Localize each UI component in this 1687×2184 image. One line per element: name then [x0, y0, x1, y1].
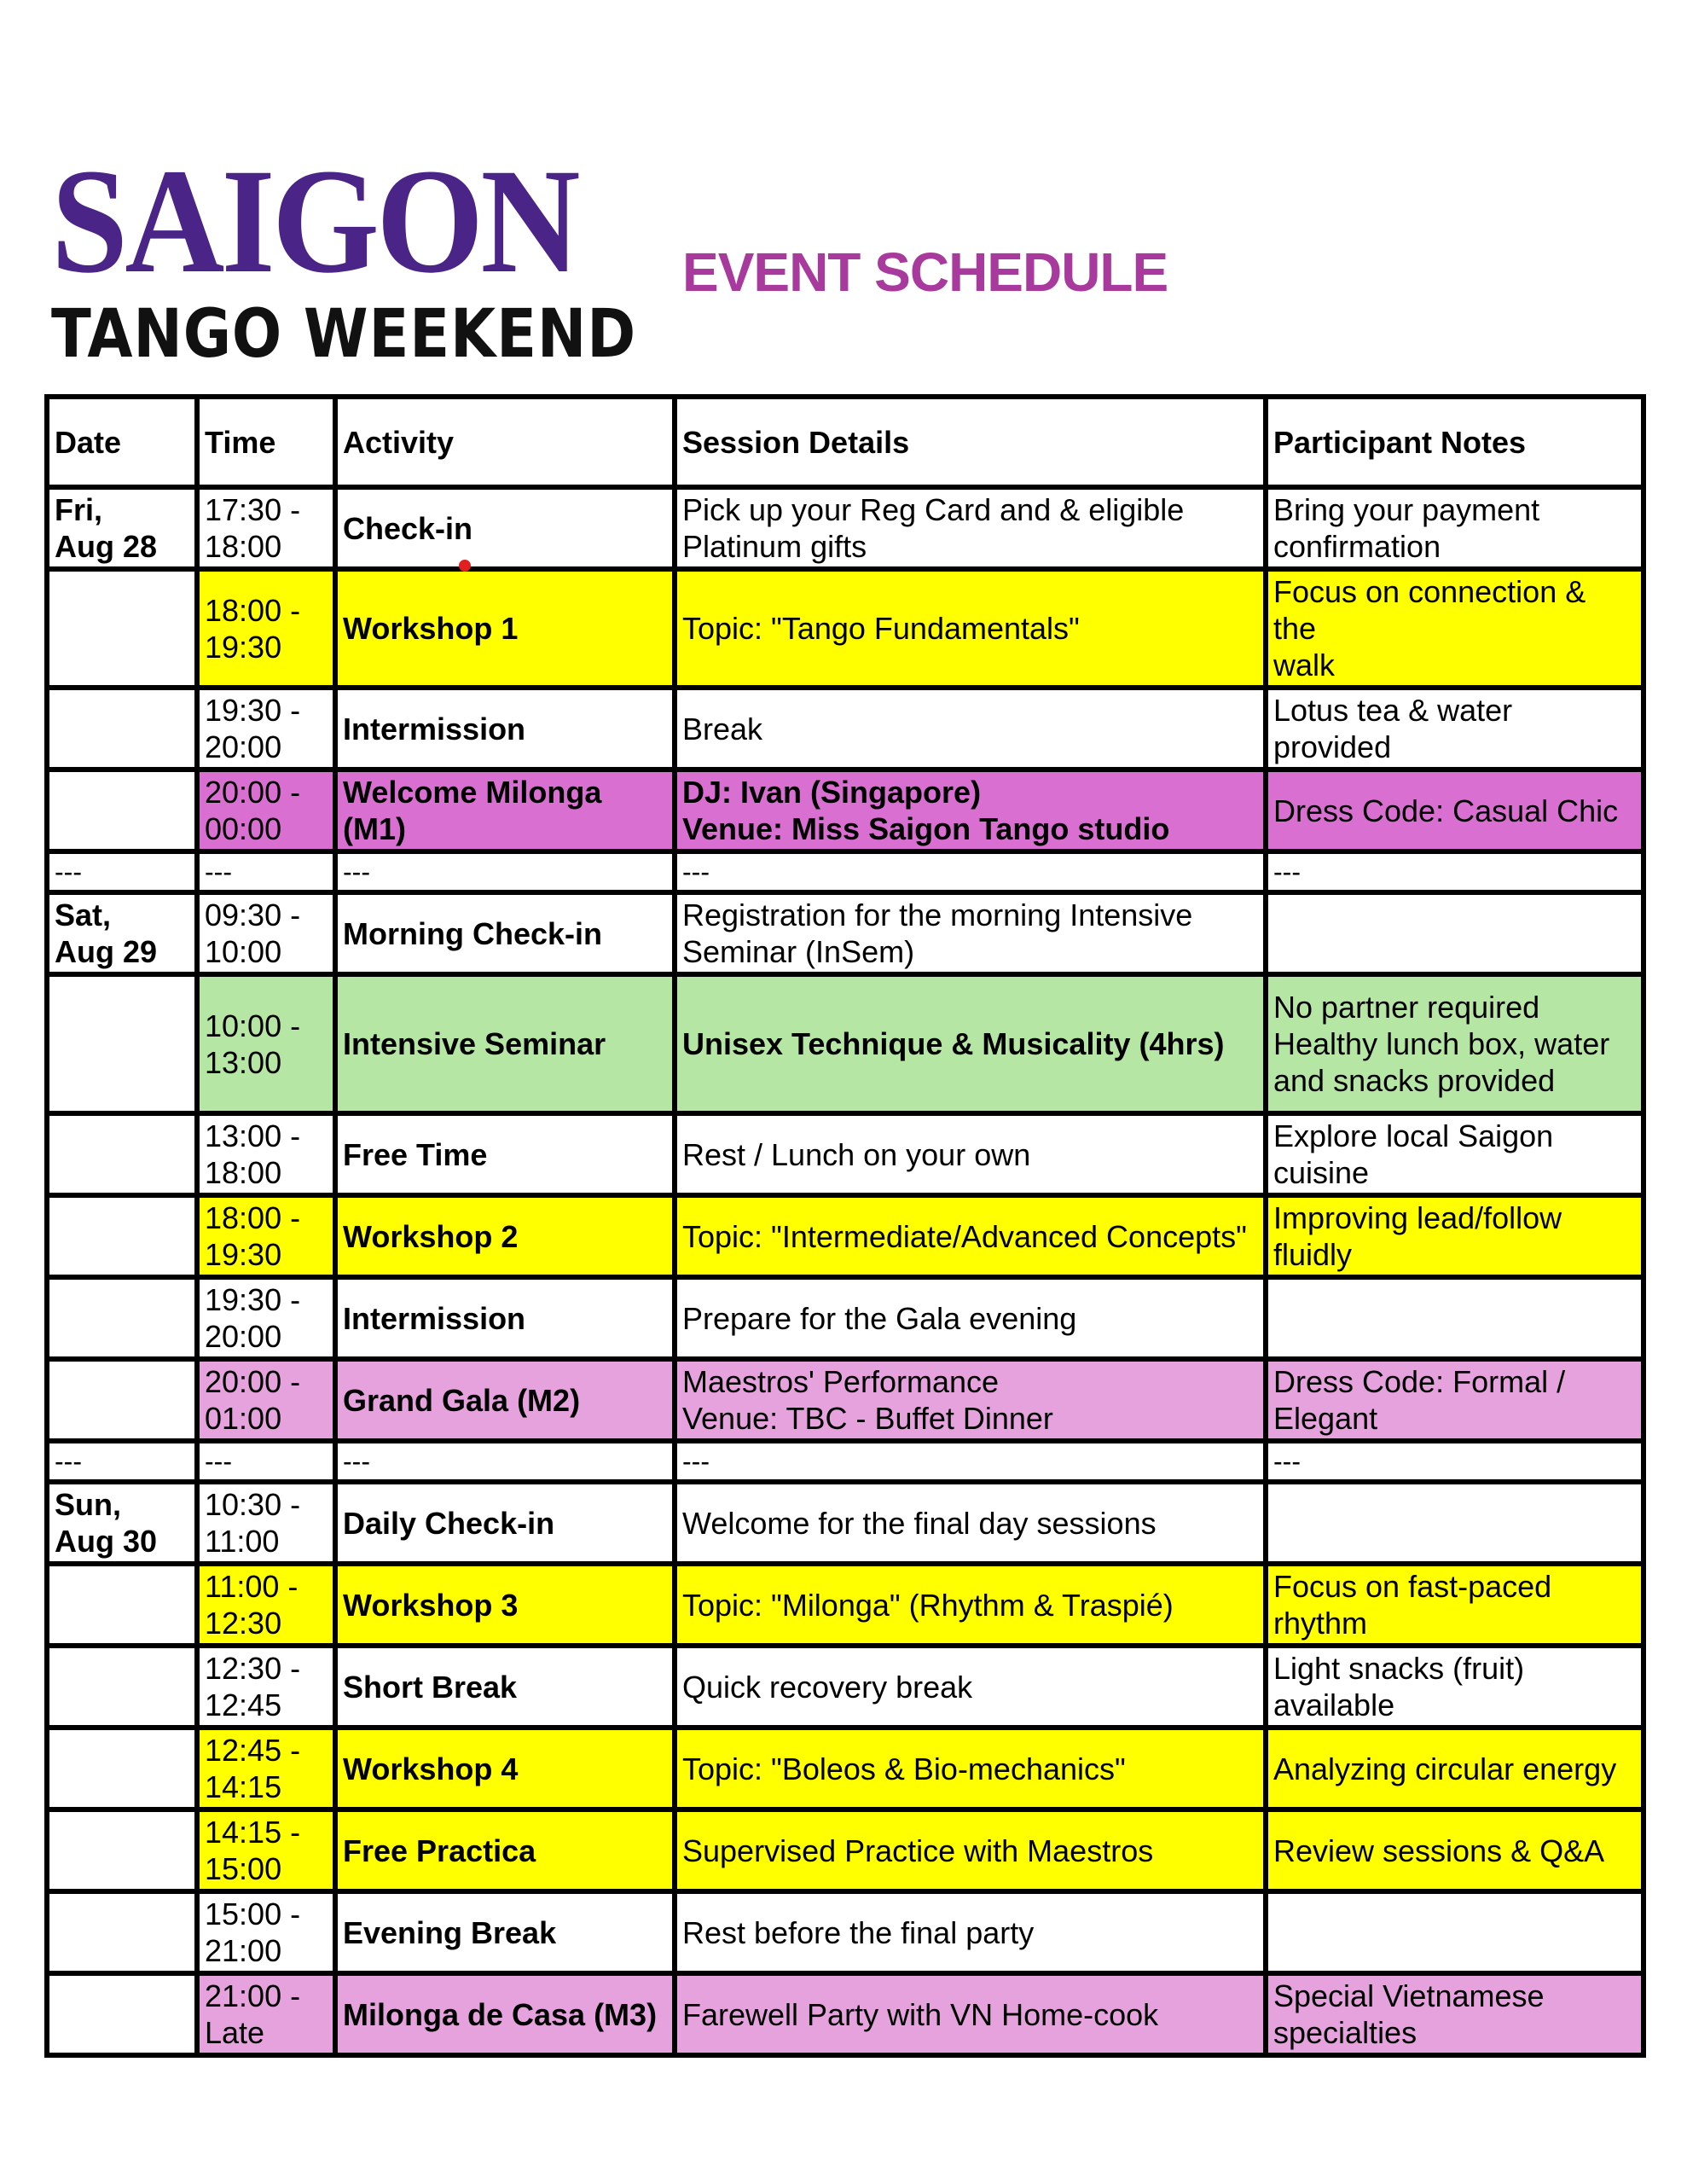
time-cell: 18:00 - 19:30 [197, 569, 335, 688]
schedule-body [47, 487, 1644, 2055]
time-cell: 10:00 - 13:00 [197, 974, 335, 1113]
participant-notes-cell: --- [1266, 1441, 1644, 1482]
participant-notes-cell: Bring your payment confirmation [1266, 487, 1644, 569]
session-details-cell: Rest before the final party [675, 1891, 1266, 1973]
date-cell: Sat, Aug 29 [47, 892, 197, 974]
activity-cell: Morning Check-in [335, 892, 675, 974]
date-cell [47, 1195, 197, 1277]
date-cell [47, 1564, 197, 1646]
table-row [47, 1728, 1644, 1809]
date-cell [47, 1646, 197, 1728]
column-header-activity: Activity [335, 397, 675, 487]
participant-notes-cell [1266, 1277, 1644, 1359]
activity-cell: Daily Check-in [335, 1482, 675, 1564]
time-cell: 15:00 - 21:00 [197, 1891, 335, 1973]
activity-cell: Workshop 2 [335, 1195, 675, 1277]
activity-cell: Free Time [335, 1113, 675, 1195]
column-header-participant-notes: Participant Notes [1266, 397, 1644, 487]
table-row [47, 1277, 1644, 1359]
session-details-cell: Welcome for the final day sessions [675, 1482, 1266, 1564]
table-row [47, 1891, 1644, 1973]
date-cell [47, 1728, 197, 1809]
table-row [47, 569, 1644, 688]
session-details-cell: Topic: "Boleos & Bio-mechanics" [675, 1728, 1266, 1809]
session-details-cell: Topic: "Tango Fundamentals" [675, 569, 1266, 688]
session-details-cell: Prepare for the Gala evening [675, 1277, 1266, 1359]
session-details-cell: --- [675, 851, 1266, 892]
table-row [47, 1646, 1644, 1728]
page-title: EVENT SCHEDULE [682, 241, 1168, 303]
table-row [47, 1482, 1644, 1564]
participant-notes-cell: Focus on connection & the walk [1266, 569, 1644, 688]
time-cell: 09:30 - 10:00 [197, 892, 335, 974]
session-details-cell: Quick recovery break [675, 1646, 1266, 1728]
time-cell: 13:00 - 18:00 [197, 1113, 335, 1195]
participant-notes-cell: Special Vietnamese specialties [1266, 1973, 1644, 2055]
date-cell: Sun, Aug 30 [47, 1482, 197, 1564]
date-cell [47, 1809, 197, 1891]
time-cell: 12:45 - 14:15 [197, 1728, 335, 1809]
date-cell: --- [47, 1441, 197, 1482]
time-cell: 18:00 - 19:30 [197, 1195, 335, 1277]
date-cell [47, 688, 197, 770]
time-cell: 21:00 - Late [197, 1973, 335, 2055]
table-row [47, 1973, 1644, 2055]
session-details-cell: Registration for the morning Intensive Seminar (InSem) [675, 892, 1266, 974]
date-cell [47, 974, 197, 1113]
activity-cell: Short Break [335, 1646, 675, 1728]
session-details-cell: DJ: Ivan (Singapore) Venue: Miss Saigon Tango studio [675, 770, 1266, 851]
activity-cell: Check-in [335, 487, 675, 569]
date-cell [47, 1113, 197, 1195]
activity-cell: Workshop 4 [335, 1728, 675, 1809]
table-row [47, 688, 1644, 770]
time-cell: 14:15 - 15:00 [197, 1809, 335, 1891]
participant-notes-cell [1266, 1891, 1644, 1973]
activity-cell: Workshop 1 [335, 569, 675, 688]
session-details-cell: --- [675, 1441, 1266, 1482]
session-details-cell: Rest / Lunch on your own [675, 1113, 1266, 1195]
date-cell [47, 1891, 197, 1973]
table-row [47, 1359, 1644, 1441]
activity-cell: Intermission [335, 1277, 675, 1359]
date-cell [47, 1277, 197, 1359]
schedule-table [44, 394, 1646, 2058]
date-cell [47, 1973, 197, 2055]
table-row [47, 892, 1644, 974]
date-cell: Fri, Aug 28 [47, 487, 197, 569]
table-row [47, 1113, 1644, 1195]
logo-saigon: SAIGON [51, 138, 577, 305]
activity-cell: --- [335, 851, 675, 892]
column-header-time: Time [197, 397, 335, 487]
time-cell: 20:00 - 01:00 [197, 1359, 335, 1441]
date-cell [47, 1359, 197, 1441]
activity-cell: Milonga de Casa (M3) [335, 1973, 675, 2055]
time-cell: 19:30 - 20:00 [197, 1277, 335, 1359]
table-row [47, 974, 1644, 1113]
time-cell: 20:00 - 00:00 [197, 770, 335, 851]
logo-tango-weekend: TANGO WEEKEND [51, 296, 637, 373]
column-header-session-details: Session Details [675, 397, 1266, 487]
separator-row [47, 1441, 1644, 1482]
activity-cell: Evening Break [335, 1891, 675, 1973]
activity-cell: Workshop 3 [335, 1564, 675, 1646]
session-details-cell: Farewell Party with VN Home-cook [675, 1973, 1266, 2055]
time-cell: 10:30 - 11:00 [197, 1482, 335, 1564]
header-row [47, 397, 1644, 487]
time-cell: --- [197, 851, 335, 892]
table-row [47, 1195, 1644, 1277]
participant-notes-cell: Lotus tea & water provided [1266, 688, 1644, 770]
activity-cell: Grand Gala (M2) [335, 1359, 675, 1441]
time-cell: 11:00 - 12:30 [197, 1564, 335, 1646]
table-row [47, 1809, 1644, 1891]
date-cell [47, 770, 197, 851]
session-details-cell: Break [675, 688, 1266, 770]
separator-row [47, 851, 1644, 892]
red-dot-mark [459, 560, 471, 572]
participant-notes-cell: --- [1266, 851, 1644, 892]
participant-notes-cell: Dress Code: Casual Chic [1266, 770, 1644, 851]
session-details-cell: Topic: "Intermediate/Advanced Concepts" [675, 1195, 1266, 1277]
time-cell: 12:30 - 12:45 [197, 1646, 335, 1728]
participant-notes-cell: No partner required Healthy lunch box, water and snacks provided [1266, 974, 1644, 1113]
participant-notes-cell: Improving lead/follow fluidly [1266, 1195, 1644, 1277]
participant-notes-cell: Focus on fast-paced rhythm [1266, 1564, 1644, 1646]
session-details-cell: Maestros' Performance Venue: TBC - Buffet Dinner [675, 1359, 1266, 1441]
time-cell: --- [197, 1441, 335, 1482]
session-details-cell: Topic: "Milonga" (Rhythm & Traspié) [675, 1564, 1266, 1646]
table-row [47, 770, 1644, 851]
time-cell: 17:30 - 18:00 [197, 487, 335, 569]
participant-notes-cell [1266, 892, 1644, 974]
date-cell: --- [47, 851, 197, 892]
activity-cell: Intensive Seminar [335, 974, 675, 1113]
session-details-cell: Pick up your Reg Card and & eligible Platinum gifts [675, 487, 1266, 569]
participant-notes-cell: Explore local Saigon cuisine [1266, 1113, 1644, 1195]
activity-cell: Free Practica [335, 1809, 675, 1891]
table-row [47, 1564, 1644, 1646]
activity-cell: --- [335, 1441, 675, 1482]
participant-notes-cell [1266, 1482, 1644, 1564]
table-row [47, 487, 1644, 569]
session-details-cell: Supervised Practice with Maestros [675, 1809, 1266, 1891]
activity-cell: Welcome Milonga (M1) [335, 770, 675, 851]
activity-cell: Intermission [335, 688, 675, 770]
participant-notes-cell: Analyzing circular energy [1266, 1728, 1644, 1809]
logo [51, 138, 637, 373]
date-cell [47, 569, 197, 688]
column-header-date: Date [47, 397, 197, 487]
session-details-cell: Unisex Technique & Musicality (4hrs) [675, 974, 1266, 1113]
participant-notes-cell: Review sessions & Q&A [1266, 1809, 1644, 1891]
participant-notes-cell: Dress Code: Formal / Elegant [1266, 1359, 1644, 1441]
participant-notes-cell: Light snacks (fruit) available [1266, 1646, 1644, 1728]
time-cell: 19:30 - 20:00 [197, 688, 335, 770]
